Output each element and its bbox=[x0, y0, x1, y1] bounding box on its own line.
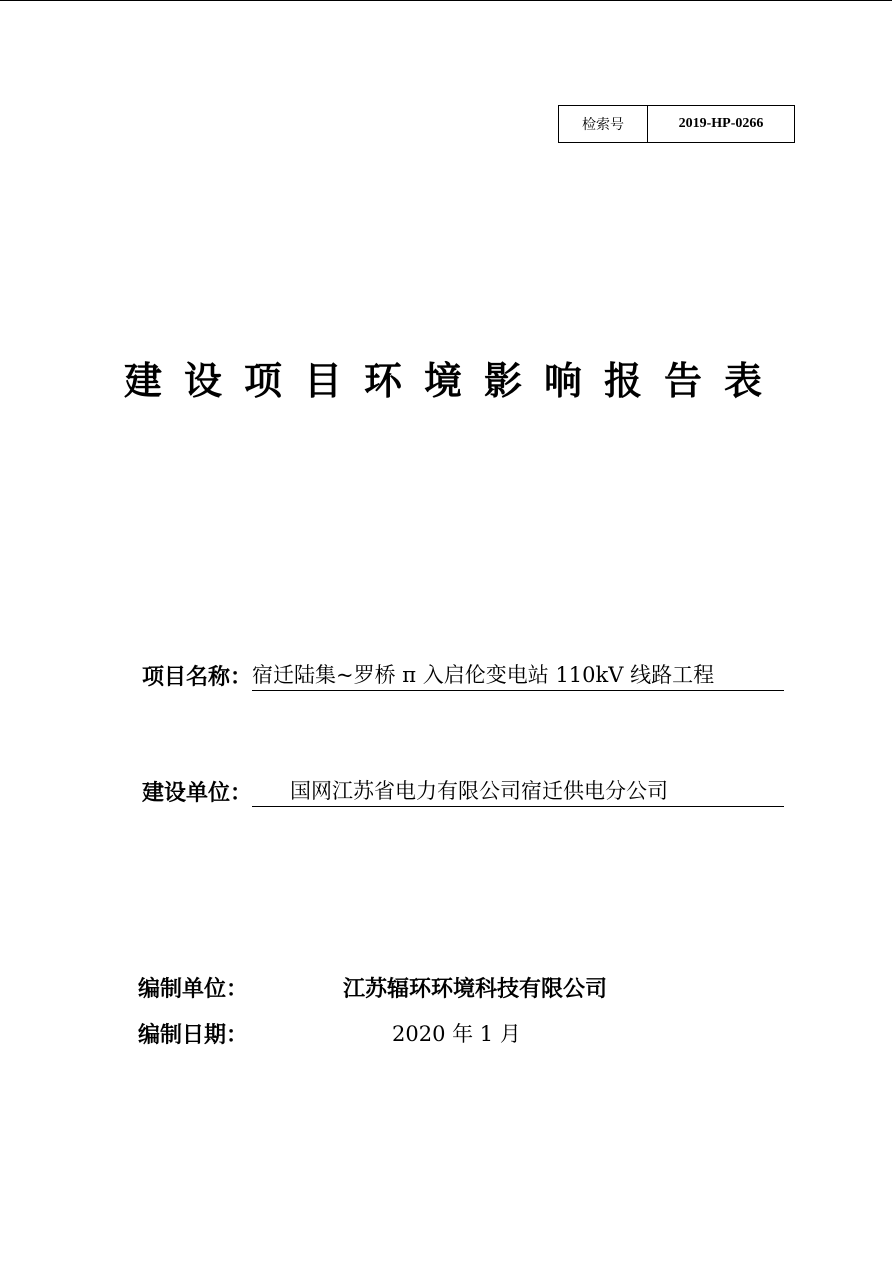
report-title: 建设项目环境影响报告表 bbox=[124, 359, 785, 403]
construction-unit-label: 建设单位： bbox=[142, 781, 253, 806]
compiling-date-label: 编制日期： bbox=[138, 1023, 249, 1048]
index-number-value: 2019-HP-0266 bbox=[678, 116, 764, 131]
compiling-date-value: 2020 年 1 月 bbox=[392, 1022, 521, 1046]
construction-unit-value: 国网江苏省电力有限公司宿迁供电分公司 bbox=[252, 775, 784, 807]
compiling-unit-label: 编制单位： bbox=[138, 977, 249, 1002]
index-number-label: 检索号 bbox=[559, 106, 648, 142]
construction-unit-row bbox=[142, 775, 784, 807]
project-name-value: 宿迁陆集~罗桥 π 入启伦变电站 110kV 线路工程 bbox=[252, 659, 784, 691]
compiling-unit-value: 江苏辐环环境科技有限公司 bbox=[343, 977, 608, 1002]
page-top-border bbox=[0, 0, 892, 1]
project-name-label: 项目名称： bbox=[142, 665, 253, 690]
project-name-row bbox=[142, 659, 784, 691]
index-number-box bbox=[558, 105, 795, 143]
